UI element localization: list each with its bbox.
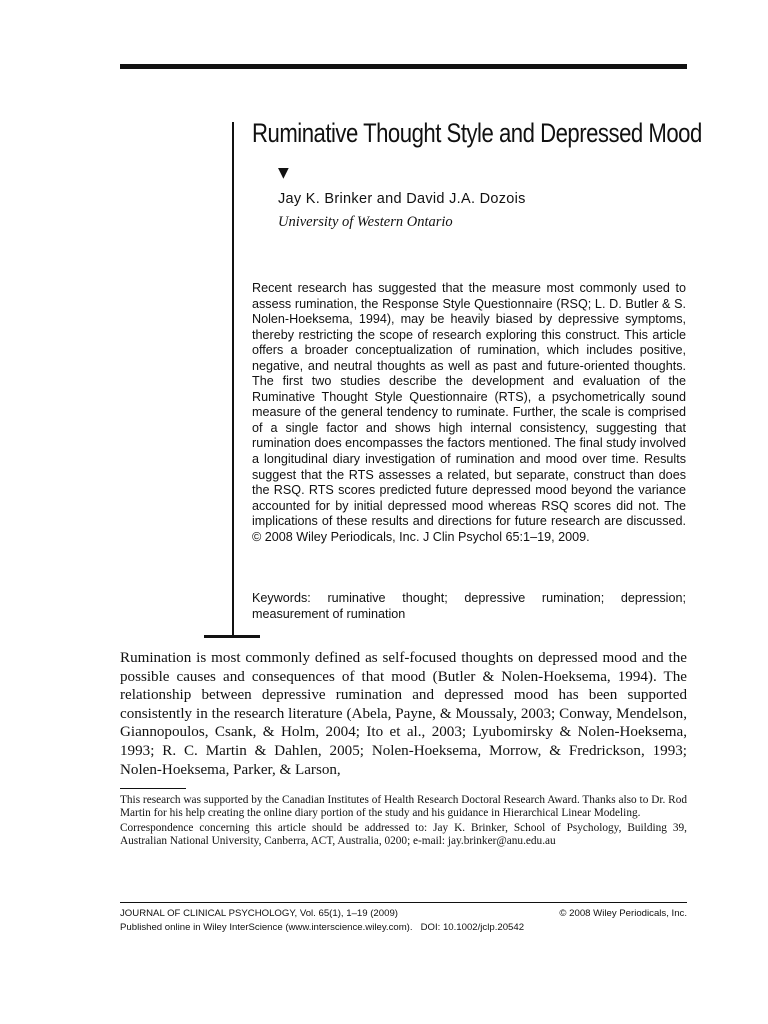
journal-citation: JOURNAL OF CLINICAL PSYCHOLOGY, Vol. 65(1), 1–19 (2009) — [120, 908, 398, 919]
article-authors: Jay K. Brinker and David J.A. Dozois — [278, 191, 526, 207]
article-title: Ruminative Thought Style and Depressed Mood — [252, 118, 702, 148]
abstract: Recent research has suggested that the measure most commonly used to assess rumination, the Response Style Questionnaire (RSQ; L. D. Butler & S. Nolen-Hoeksema, 1994), may be heavily biased by depressive symptoms, thereby restricting the scope of research exploring this construct. This article offers a broader conceptualization of rumination, which includes positive, negative, and neutral thoughts as well as past and future-oriented thoughts. The first two studies describe the development and evaluation of the Ruminative Thought Style Questionnaire (RTS), a psychometrically sound measure of the general tendency to ruminate. Further, the scale is comprised of a single factor and shows high internal consistency, suggesting that rumination does encompasses the factors mentioned. The final study involved a longitudinal diary investigation of rumination and mood over time. Results suggest that the RTS assesses a related, but separate, construct than does the RSQ. RTS scores predicted future depressed mood beyond the variance accounted for by initial depressed mood whereas RSQ scores did not. The implications of these results and directions for future research are discussed. © 2008 Wiley Periodicals, Inc. J Clin Psychol 65:1–19, 2009. — [252, 281, 686, 544]
footnote-rule — [120, 788, 186, 789]
copyright-notice: © 2008 Wiley Periodicals, Inc. — [559, 908, 687, 919]
vertical-rule — [232, 122, 234, 636]
footnotes — [120, 794, 687, 850]
triangle-down-icon: ▼ — [278, 165, 289, 181]
top-rule — [120, 64, 687, 69]
footnote-correspondence: Correspondence concerning this article should be addressed to: Jay K. Brinker, School of Psychology, Building 39, Australian National University, Canberra, ACT, Australia, 0200; e-mail: jay.brinker@anu.edu.au — [120, 822, 687, 848]
doi: DOI: 10.1002/jclp.20542 — [420, 922, 525, 933]
article-affiliation: University of Western Ontario — [278, 214, 453, 230]
rule-stub — [204, 635, 260, 638]
footer-rule — [120, 902, 687, 903]
footer-row-journal — [120, 907, 687, 921]
journal-footer — [120, 907, 687, 935]
footer-row-published — [120, 921, 687, 935]
footnote-funding: This research was supported by the Canadian Institutes of Health Research Doctoral Research Award. Thanks also to Dr. Rod Martin for his help creating the online diary portion of the study and his guidance in Hierarchical Linear Modeling. — [120, 794, 687, 820]
published-online: Published online in Wiley InterScience (www.interscience.wiley.com). — [120, 922, 413, 933]
body-paragraph: Rumination is most commonly defined as self-focused thoughts on depressed mood and the possible causes and consequences of that mood (Butler & Nolen-Hoeksema, 1994). The relationship between depressive rumination and depressed mood has been supported consistently in the research literature (Abela, Payne, & Moussaly, 2003; Conway, Mendelson, Giannopoulos, Csank, & Holm, 2004; Ito et al., 2003; Lyubomirsky & Nolen-Hoeksema, 1993; R. C. Martin & Dahlen, 2005; Nolen-Hoeksema, Morrow, & Fredrickson, 1993; Nolen-Hoeksema, Parker, & Larson, — [120, 650, 687, 778]
keywords: Keywords: ruminative thought; depressive rumination; depression; measurement of rumination — [252, 591, 686, 621]
